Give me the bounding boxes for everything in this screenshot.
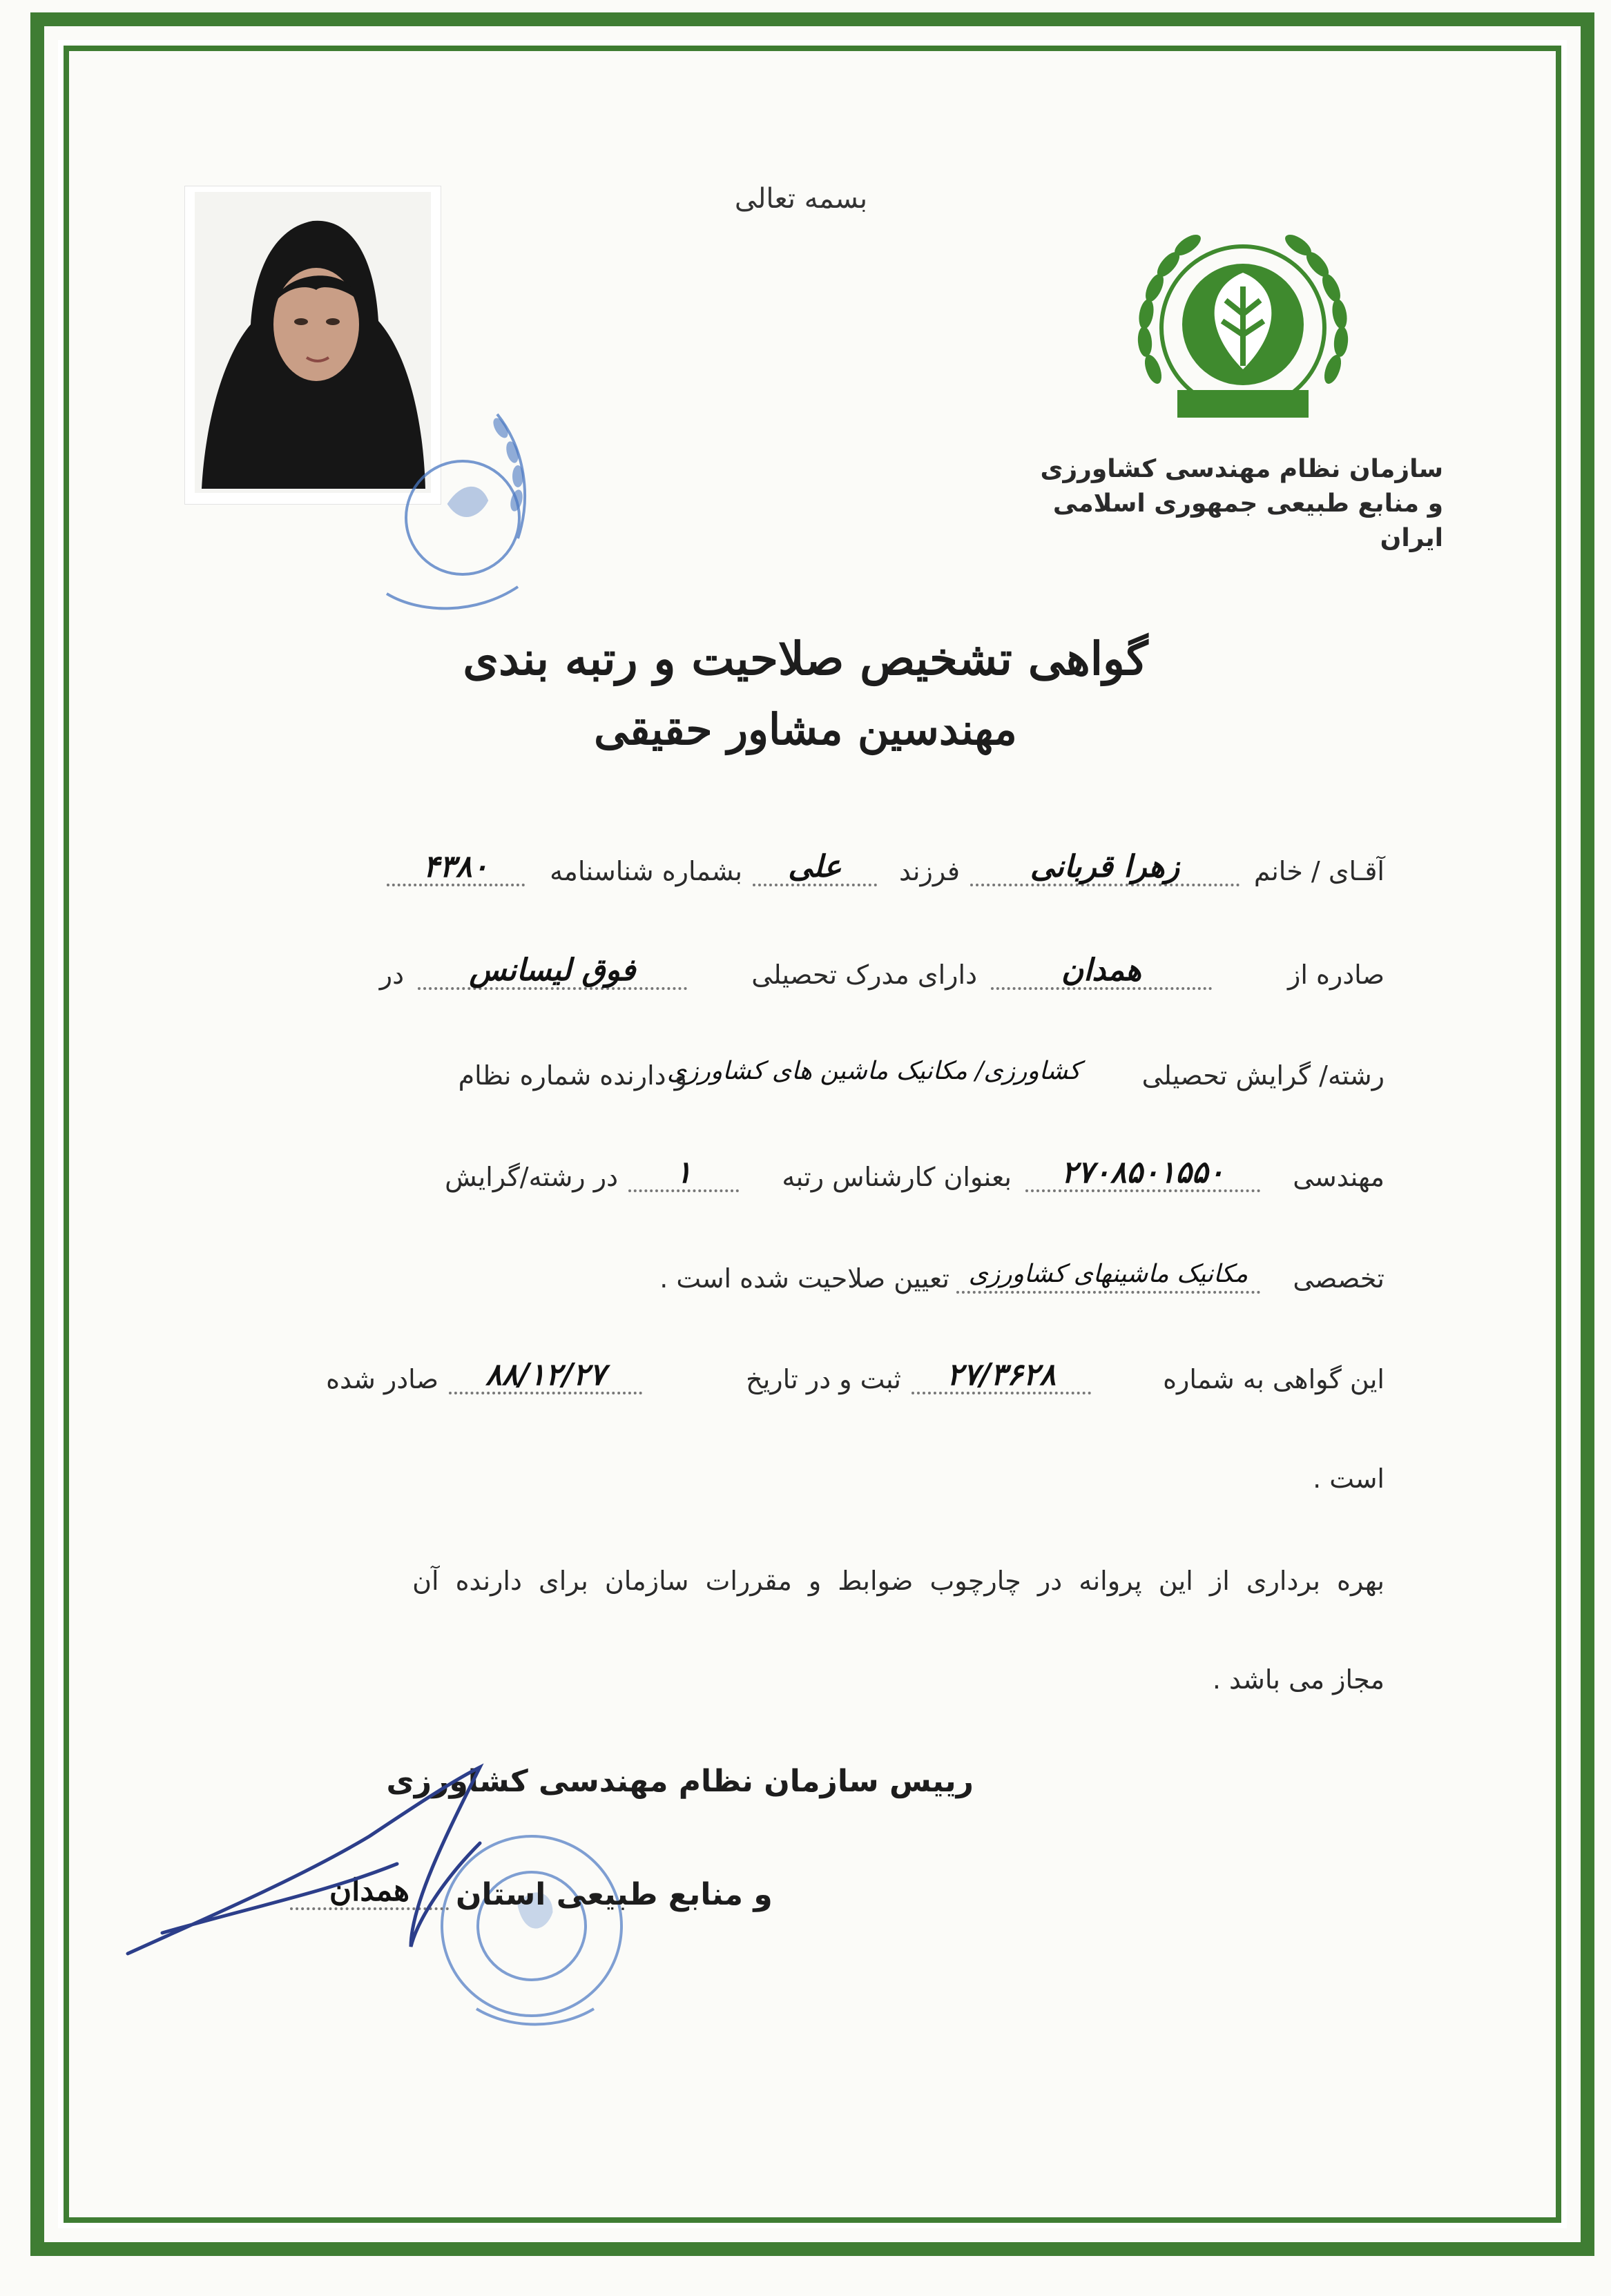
field-father-name: علی (788, 849, 842, 884)
text-usage: بهره برداری از این پروانه در چارچوب ضوابط و مقررات سازمان برای دارنده آن (412, 1566, 1385, 1596)
label-qualified: تعیین صلاحیت شده است . (659, 1263, 949, 1294)
line-permitted (207, 1652, 1385, 1707)
org-name-line1: سازمان نظام مهندسی کشاورزی (1040, 455, 1443, 483)
certificate-subtitle: مهندسین مشاور حقیقی (594, 704, 1017, 755)
label-issued: صادر شده (326, 1364, 438, 1394)
label-specialty: تخصصی (1293, 1263, 1385, 1294)
label-province: و منابع طبیعی استان (456, 1877, 773, 1912)
field-degree: فوق لیسانس (469, 953, 636, 988)
label-id-number: بشماره شناسنامه (550, 856, 742, 886)
line-certificate-number (207, 1352, 1385, 1407)
field-full-name: زهرا قربانی (1030, 849, 1180, 884)
line-registration (207, 1149, 1385, 1205)
org-name-line2: و منابع طبیعی جمهوری اسلامی ایران (1052, 489, 1443, 552)
label-child-of: فرزند (898, 856, 960, 886)
organization-name (994, 452, 1443, 556)
certificate-title: گواهی تشخیص صلاحیت و رتبه بندی (463, 632, 1148, 685)
text-is: است . (1313, 1463, 1385, 1494)
text-permitted: مجاز می باشد . (1212, 1664, 1385, 1695)
label-field-major: رشته/ گرایش تحصیلی (1141, 1060, 1385, 1091)
label-registered-date: ثبت و در تاریخ (746, 1364, 901, 1394)
label-holder-of: و دارنده شماره نظام (458, 1060, 687, 1091)
field-rank: ۱ (675, 1155, 692, 1190)
label-issued-from: صادره از (1287, 960, 1385, 990)
signatory-title: رییس سازمان نظام مهندسی کشاورزی (386, 1764, 974, 1799)
line-usage (207, 1553, 1385, 1608)
field-issue-date: ۸۸/۱۲/۲۷ (485, 1357, 606, 1392)
invocation: بسمه تعالی (734, 183, 868, 215)
label-in-field: در رشته/گرایش (445, 1162, 618, 1192)
field-id-number: ۴۳۸۰ (423, 849, 489, 884)
organization-logo (1112, 211, 1374, 445)
line-is (207, 1451, 1385, 1506)
field-province: همدان (329, 1873, 410, 1908)
label-rank: بعنوان کارشناس رتبه (782, 1162, 1012, 1192)
line-specialty (207, 1251, 1385, 1306)
label-certificate-number: این گواهی به شماره (1163, 1364, 1385, 1394)
label-degree: دارای مدرک تحصیلی (751, 960, 977, 990)
line-field (207, 1048, 1385, 1103)
field-certificate-number: ۲۷/۳۶۲۸ (947, 1357, 1056, 1392)
label-engineering: مهندسی (1293, 1162, 1385, 1192)
handwritten-signature (121, 1753, 535, 1977)
line-name (207, 844, 1385, 899)
field-specialty: مکانیک ماشینهای کشاورزی (968, 1260, 1248, 1288)
label-in: در (379, 960, 404, 990)
official-stamp-top (359, 387, 566, 621)
field-issue-city: همدان (1061, 953, 1142, 988)
label-mr-mrs: آقـای / خانم (1253, 856, 1385, 886)
line-issuance (207, 947, 1385, 1002)
field-engineering-number: ۲۷۰۸۵۰۱۵۵۰ (1061, 1155, 1225, 1190)
field-major: کشاورزی/ مکانیک ماشین های کشاورزی (666, 1057, 1081, 1085)
